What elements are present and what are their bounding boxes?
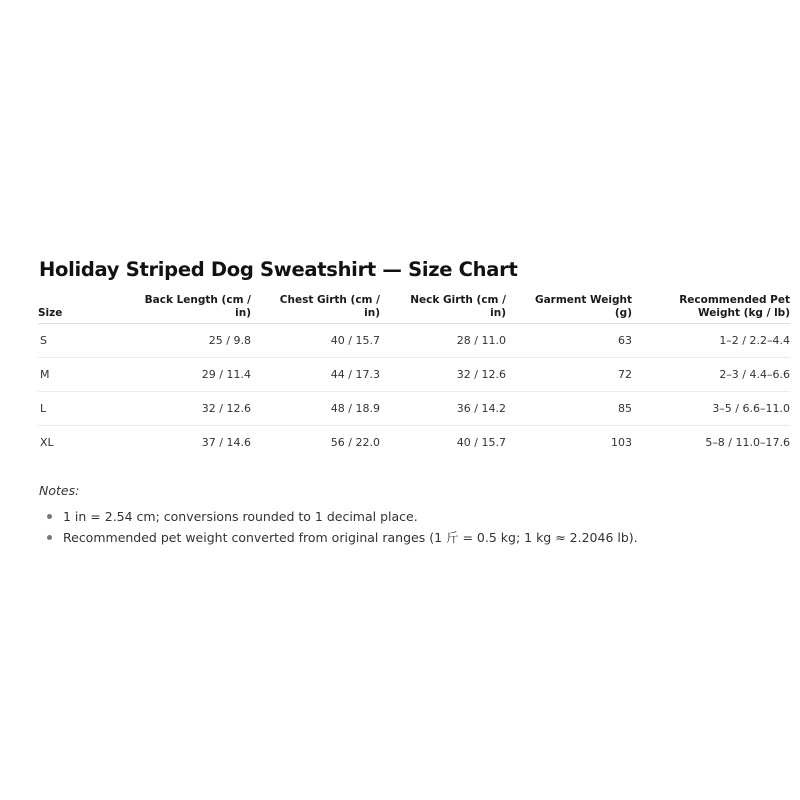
header-neck-girth [380,294,506,324]
header-garment-weight-line-2: (g) [614,306,632,319]
header-chest-girth-line-2: in) [364,306,380,319]
size-chart-table [38,294,790,459]
cell-garment-weight: 85 [506,392,632,426]
note-text: 1 in = 2.54 cm; conversions rounded to 1 decimal place. [63,509,418,524]
header-size [38,294,98,324]
cell-garment-weight: 72 [506,358,632,392]
header-recommended-pet-weight-line-1: Recommended Pet [679,294,790,306]
page-title: Holiday Striped Dog Sweatshirt — Size Chart [39,258,518,281]
cell-pet-weight: 5–8 / 11.0–17.6 [705,436,790,449]
header-neck-girth-line-1: Neck Girth (cm / [410,294,506,306]
notes-label: Notes: [39,483,80,498]
cell-neck-girth: 40 / 15.7 [456,436,506,449]
header-back-length-line-2: in) [235,306,251,319]
cell-pet-weight: 2–3 / 4.4–6.6 [632,358,790,392]
header-garment-weight [506,294,632,324]
cell-size: M [38,358,98,392]
header-neck-girth-line-2: in) [490,306,506,319]
cell-garment-weight: 103 [611,436,632,449]
cell-pet-weight: 1–2 / 2.2–4.4 [632,324,790,358]
cell-chest-girth: 44 / 17.3 [251,358,380,392]
table-row [38,358,790,392]
cell-back-length: 25 / 9.8 [98,324,251,358]
header-back-length [98,294,251,324]
table-row [38,392,790,426]
cell-chest-girth: 40 / 15.7 [251,324,380,358]
cell-chest-girth: 56 / 22.0 [330,436,380,449]
header-recommended-pet-weight [632,294,790,324]
header-back-length-line-1: Back Length (cm / [144,294,251,306]
bullet-icon [47,514,52,519]
cell-size: XL [40,436,54,449]
cell-chest-girth: 48 / 18.9 [251,392,380,426]
header-chest-girth [251,294,380,324]
table-header-row [38,294,790,324]
cell-size: L [38,392,98,426]
cell-back-length: 37 / 14.6 [201,436,251,449]
header-recommended-pet-weight-line-2: Weight (kg / lb) [698,306,790,319]
list-item [45,506,638,527]
header-chest-girth-line-1: Chest Girth (cm / [279,294,380,306]
table-row [38,426,790,460]
cell-back-length: 32 / 12.6 [98,392,251,426]
header-garment-weight-line-1: Garment Weight [534,294,632,306]
header-size-line-1: Size [38,306,63,319]
cell-back-length: 29 / 11.4 [98,358,251,392]
table-row [38,324,790,358]
bullet-icon [47,535,52,540]
cell-size: S [38,324,98,358]
cell-garment-weight: 63 [506,324,632,358]
note-text: Recommended pet weight converted from original ranges (1 斤 = 0.5 kg; 1 kg ≈ 2.2046 lb). [63,530,638,545]
cell-neck-girth: 32 / 12.6 [380,358,506,392]
cell-neck-girth: 36 / 14.2 [380,392,506,426]
notes-list [45,506,638,548]
cell-pet-weight: 3–5 / 6.6–11.0 [632,392,790,426]
list-item [45,527,638,548]
cell-neck-girth: 28 / 11.0 [380,324,506,358]
